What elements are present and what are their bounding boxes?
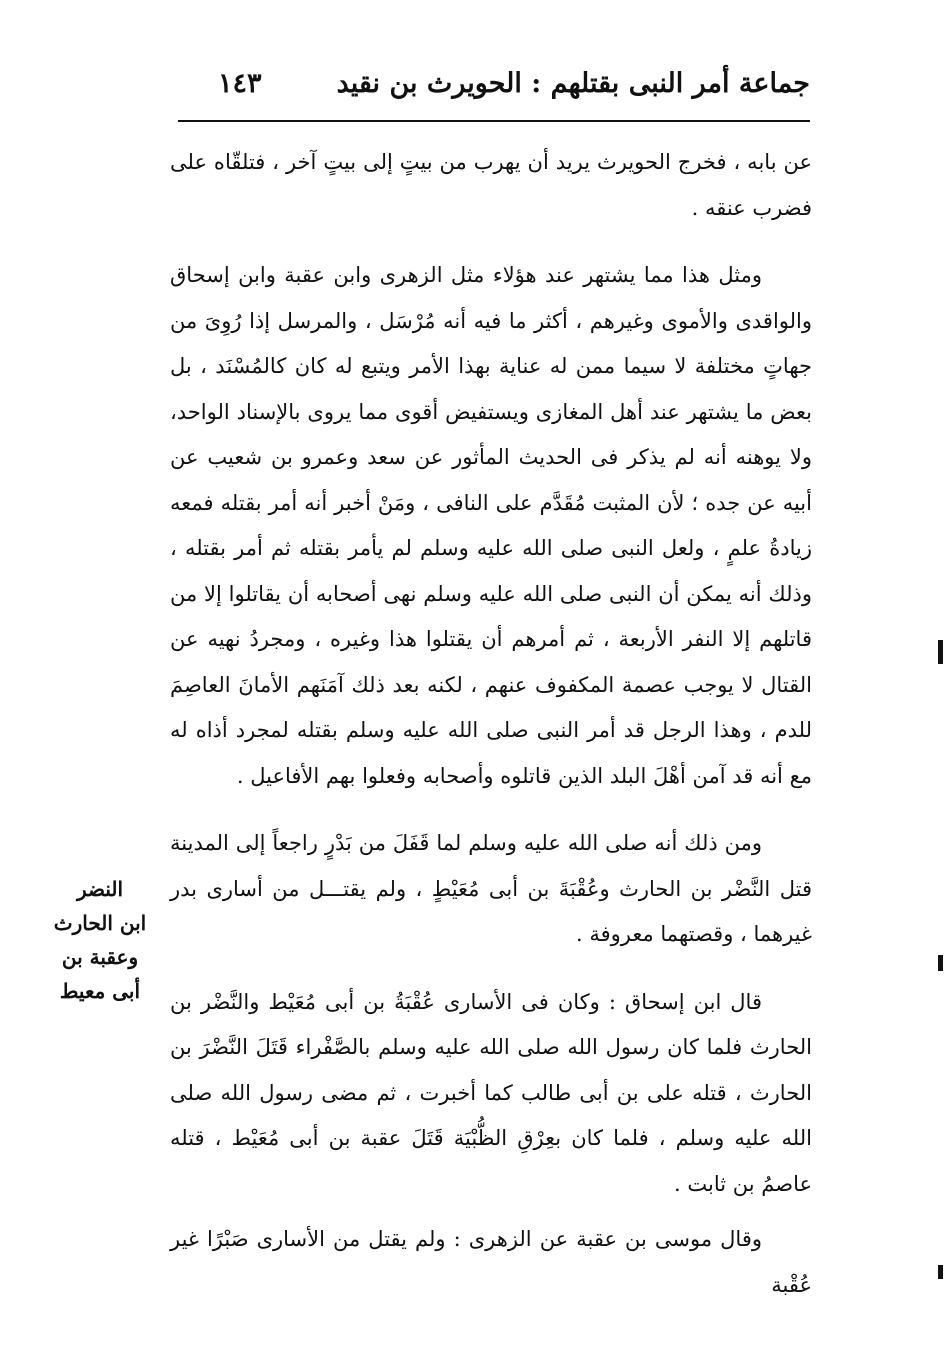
paragraph-4: قال ابن إسحاق : وكان فى الأسارى عُقْبَةُ بن أبى مُعَيْط والنَّضْر بن الحارث فلما كان رسول الله صلى الله عليه وسلم بالصَّفْراء قَتَلَ النَّضْرَ بن الحارث ، قتله على بن أبى طالب كما أخبرت ، ثم مضى رسول الله صلى الله عليه وسلم ، فلما كان بعِرْقِ الظُّبْيَة قَتَلَ عقبة بن أبى مُعَيْط ، قتله عاصمُ بن ثابت . — [170, 989, 812, 1196]
header-rule — [178, 120, 810, 122]
margin-note-line-2: ابن الحارث — [53, 911, 147, 935]
paragraph-2: ومثل هذا مما يشتهر عند هؤلاء مثل الزهرى وابن عقبة وابن إسحاق والواقدى والأموى وغيرهم ، أكثر ما فيه أنه مُرْسَل ، والمرسل إذا رُوِىَ من جهاتٍ مختلفة لا سيما ممن له عناية بهذا الأمر ويتبع له كان كالمُسْنَد ، بل بعض ما يشتهر عند أهل المغازى ويستفيض أقوى مما يروى بالإسناد الواحد، ولا يوهنه أنه لم يذكر فى الحديث المأثور عن سعد وعمرو بن شعيب عن أبيه عن جده ؛ لأن المثبت مُقَدَّم على النافى ، ومَنْ أخبر أنه أمر بقتله فمعه زيادةُ علمٍ ، ولعل النبى صلى الله عليه وسلم لم يأمر بقتله ثم أمر بقتله ، وذلك أنه يمكن أن النبى صلى الله عليه وسلم نهى أصحابه أن يقاتلوا إلا من قاتلهم إلا النفر الأربعة ، ثم أمرهم أن يقتلوا هذا وغيره ، ومجردُ نهيه عن القتال لا يوجب عصمة المكفوف عنهم ، لكنه بعد ذلك آمَنَهم الأمانَ العاصِمَ للدم ، وهذا الرجل قد أمر النبى صلى الله عليه وسلم بقتله لمجرد أذاه له مع أنه قد آمن أهْلَ البلد الذين قاتلوه وأصحابه وفعلوا بهم الأفاعيل . — [170, 263, 812, 788]
main-text — [170, 140, 812, 1308]
paragraph-5: وقال موسى بن عقبة عن الزهرى : ولم يقتل من الأسارى صَبْرًا غير عُقْبة — [170, 1227, 812, 1297]
page-header — [178, 60, 810, 110]
scan-edge-mark-3 — [938, 1265, 943, 1279]
margin-note-line-3: وعقبة بن — [61, 945, 139, 969]
margin-note-line-1: النضر — [76, 877, 124, 901]
page-number: ١٤٣ — [218, 68, 262, 99]
paragraph-3: ومن ذلك أنه صلى الله عليه وسلم لما قَفَلَ من بَدْرٍ راجعاً إلى المدينة قتل النَّضْر بن الحارث وعُقْبَةَ بن أبى مُعَيْطٍ ، ولم يقتـــل من أسارى بدر غيرهما ، وقصتهما معروفة . — [170, 831, 812, 946]
scan-edge-mark-1 — [938, 640, 943, 664]
paragraph-1: عن بابه ، فخرج الحويرث يريد أن يهرب من بيتٍ إلى بيتٍ آخر ، فتلقّاه على فضرب عنقه . — [170, 150, 813, 220]
running-title: جماعة أمر النبى بقتلهم : الحويرث بن نقيد — [336, 68, 810, 99]
scan-edge-mark-2 — [938, 955, 943, 971]
margin-note-line-4: أبى معيط — [59, 979, 141, 1003]
margin-note — [50, 872, 150, 1008]
